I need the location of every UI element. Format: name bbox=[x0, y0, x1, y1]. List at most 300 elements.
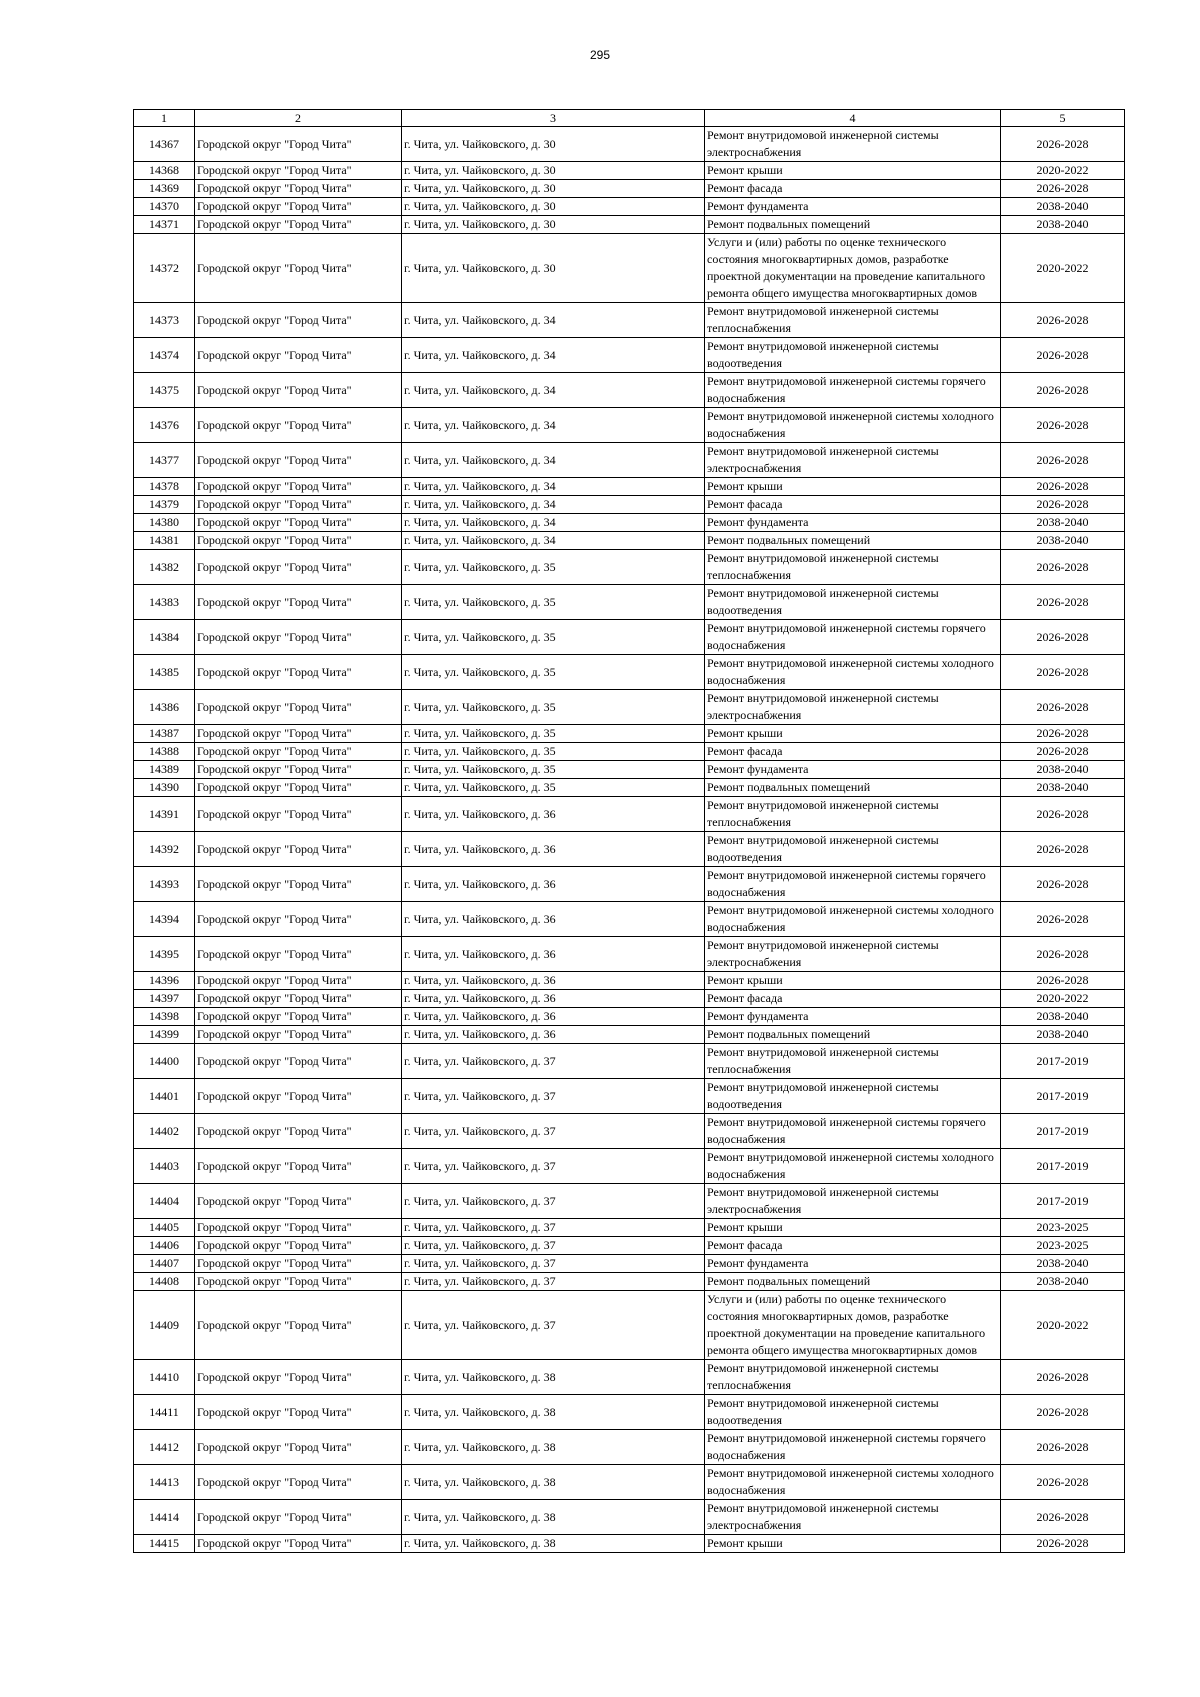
address-cell: г. Чита, ул. Чайковского, д. 36 bbox=[402, 867, 705, 902]
row-number-cell: 14397 bbox=[134, 990, 195, 1008]
table-row bbox=[134, 1026, 1125, 1044]
municipality-cell: Городской округ "Город Чита" bbox=[195, 443, 402, 478]
address-cell: г. Чита, ул. Чайковского, д. 37 bbox=[402, 1219, 705, 1237]
work-type-cell: Ремонт внутридомовой инженерной системы теплоснабжения bbox=[705, 550, 1001, 585]
municipality-cell: Городской округ "Город Чита" bbox=[195, 725, 402, 743]
municipality-cell: Городской округ "Город Чита" bbox=[195, 743, 402, 761]
row-number-cell: 14390 bbox=[134, 779, 195, 797]
column-header-2: 2 bbox=[195, 110, 402, 127]
work-type-cell: Ремонт подвальных помещений bbox=[705, 1026, 1001, 1044]
address-cell: г. Чита, ул. Чайковского, д. 36 bbox=[402, 902, 705, 937]
work-type-cell: Ремонт внутридомовой инженерной системы электроснабжения bbox=[705, 937, 1001, 972]
work-type-cell: Ремонт внутридомовой инженерной системы горячего водоснабжения bbox=[705, 1430, 1001, 1465]
municipality-cell: Городской округ "Город Чита" bbox=[195, 1291, 402, 1360]
row-number-cell: 14394 bbox=[134, 902, 195, 937]
period-cell: 2026-2028 bbox=[1001, 496, 1125, 514]
table-row bbox=[134, 990, 1125, 1008]
row-number-cell: 14401 bbox=[134, 1079, 195, 1114]
row-number-cell: 14383 bbox=[134, 585, 195, 620]
row-number-cell: 14384 bbox=[134, 620, 195, 655]
work-type-cell: Ремонт внутридомовой инженерной системы холодного водоснабжения bbox=[705, 1465, 1001, 1500]
municipality-cell: Городской округ "Город Чита" bbox=[195, 1026, 402, 1044]
row-number-cell: 14413 bbox=[134, 1465, 195, 1500]
work-type-cell: Ремонт фасада bbox=[705, 990, 1001, 1008]
column-header-4: 4 bbox=[705, 110, 1001, 127]
work-type-cell: Ремонт фундамента bbox=[705, 1008, 1001, 1026]
municipality-cell: Городской округ "Город Чита" bbox=[195, 797, 402, 832]
period-cell: 2023-2025 bbox=[1001, 1237, 1125, 1255]
period-cell: 2038-2040 bbox=[1001, 1273, 1125, 1291]
address-cell: г. Чита, ул. Чайковского, д. 37 bbox=[402, 1291, 705, 1360]
municipality-cell: Городской округ "Город Чита" bbox=[195, 779, 402, 797]
table-row bbox=[134, 797, 1125, 832]
work-type-cell: Ремонт внутридомовой инженерной системы водоотведения bbox=[705, 1079, 1001, 1114]
address-cell: г. Чита, ул. Чайковского, д. 37 bbox=[402, 1184, 705, 1219]
address-cell: г. Чита, ул. Чайковского, д. 38 bbox=[402, 1395, 705, 1430]
period-cell: 2026-2028 bbox=[1001, 937, 1125, 972]
address-cell: г. Чита, ул. Чайковского, д. 38 bbox=[402, 1500, 705, 1535]
address-cell: г. Чита, ул. Чайковского, д. 36 bbox=[402, 972, 705, 990]
row-number-cell: 14403 bbox=[134, 1149, 195, 1184]
address-cell: г. Чита, ул. Чайковского, д. 30 bbox=[402, 216, 705, 234]
data-table bbox=[133, 109, 1125, 1553]
row-number-cell: 14372 bbox=[134, 234, 195, 303]
column-header-5: 5 bbox=[1001, 110, 1125, 127]
municipality-cell: Городской округ "Город Чита" bbox=[195, 1255, 402, 1273]
work-type-cell: Ремонт подвальных помещений bbox=[705, 216, 1001, 234]
address-cell: г. Чита, ул. Чайковского, д. 30 bbox=[402, 162, 705, 180]
municipality-cell: Городской округ "Город Чита" bbox=[195, 338, 402, 373]
address-cell: г. Чита, ул. Чайковского, д. 30 bbox=[402, 198, 705, 216]
period-cell: 2026-2028 bbox=[1001, 338, 1125, 373]
address-cell: г. Чита, ул. Чайковского, д. 35 bbox=[402, 655, 705, 690]
municipality-cell: Городской округ "Город Чита" bbox=[195, 514, 402, 532]
municipality-cell: Городской округ "Город Чита" bbox=[195, 655, 402, 690]
row-number-cell: 14379 bbox=[134, 496, 195, 514]
table-row bbox=[134, 1255, 1125, 1273]
address-cell: г. Чита, ул. Чайковского, д. 36 bbox=[402, 832, 705, 867]
municipality-cell: Городской округ "Город Чита" bbox=[195, 972, 402, 990]
address-cell: г. Чита, ул. Чайковского, д. 36 bbox=[402, 1008, 705, 1026]
municipality-cell: Городской округ "Город Чита" bbox=[195, 585, 402, 620]
work-type-cell: Ремонт внутридомовой инженерной системы холодного водоснабжения bbox=[705, 408, 1001, 443]
table-row bbox=[134, 180, 1125, 198]
period-cell: 2026-2028 bbox=[1001, 550, 1125, 585]
address-cell: г. Чита, ул. Чайковского, д. 36 bbox=[402, 1026, 705, 1044]
address-cell: г. Чита, ул. Чайковского, д. 35 bbox=[402, 725, 705, 743]
address-cell: г. Чита, ул. Чайковского, д. 38 bbox=[402, 1465, 705, 1500]
column-header-3: 3 bbox=[402, 110, 705, 127]
page-number: 295 bbox=[589, 48, 611, 62]
address-cell: г. Чита, ул. Чайковского, д. 34 bbox=[402, 443, 705, 478]
municipality-cell: Городской округ "Город Чита" bbox=[195, 216, 402, 234]
work-type-cell: Ремонт внутридомовой инженерной системы холодного водоснабжения bbox=[705, 1149, 1001, 1184]
table-row bbox=[134, 1360, 1125, 1395]
period-cell: 2026-2028 bbox=[1001, 303, 1125, 338]
municipality-cell: Городской округ "Город Чита" bbox=[195, 162, 402, 180]
row-number-cell: 14409 bbox=[134, 1291, 195, 1360]
municipality-cell: Городской округ "Город Чита" bbox=[195, 1430, 402, 1465]
address-cell: г. Чита, ул. Чайковского, д. 37 bbox=[402, 1044, 705, 1079]
table-row bbox=[134, 1079, 1125, 1114]
table-row bbox=[134, 725, 1125, 743]
address-cell: г. Чита, ул. Чайковского, д. 30 bbox=[402, 180, 705, 198]
period-cell: 2026-2028 bbox=[1001, 585, 1125, 620]
address-cell: г. Чита, ул. Чайковского, д. 30 bbox=[402, 234, 705, 303]
row-number-cell: 14400 bbox=[134, 1044, 195, 1079]
municipality-cell: Городской округ "Город Чита" bbox=[195, 478, 402, 496]
row-number-cell: 14388 bbox=[134, 743, 195, 761]
row-number-cell: 14396 bbox=[134, 972, 195, 990]
work-type-cell: Ремонт внутридомовой инженерной системы горячего водоснабжения bbox=[705, 620, 1001, 655]
row-number-cell: 14375 bbox=[134, 373, 195, 408]
municipality-cell: Городской округ "Город Чита" bbox=[195, 532, 402, 550]
municipality-cell: Городской округ "Город Чита" bbox=[195, 180, 402, 198]
address-cell: г. Чита, ул. Чайковского, д. 36 bbox=[402, 797, 705, 832]
row-number-cell: 14407 bbox=[134, 1255, 195, 1273]
municipality-cell: Городской округ "Город Чита" bbox=[195, 1237, 402, 1255]
period-cell: 2026-2028 bbox=[1001, 902, 1125, 937]
period-cell: 2020-2022 bbox=[1001, 1291, 1125, 1360]
municipality-cell: Городской округ "Город Чита" bbox=[195, 198, 402, 216]
work-type-cell: Ремонт подвальных помещений bbox=[705, 532, 1001, 550]
address-cell: г. Чита, ул. Чайковского, д. 35 bbox=[402, 779, 705, 797]
table-body bbox=[134, 127, 1125, 1553]
table-row bbox=[134, 1465, 1125, 1500]
period-cell: 2026-2028 bbox=[1001, 725, 1125, 743]
address-cell: г. Чита, ул. Чайковского, д. 37 bbox=[402, 1079, 705, 1114]
period-cell: 2020-2022 bbox=[1001, 162, 1125, 180]
work-type-cell: Ремонт внутридомовой инженерной системы теплоснабжения bbox=[705, 1360, 1001, 1395]
row-number-cell: 14414 bbox=[134, 1500, 195, 1535]
work-type-cell: Ремонт внутридомовой инженерной системы горячего водоснабжения bbox=[705, 373, 1001, 408]
row-number-cell: 14373 bbox=[134, 303, 195, 338]
row-number-cell: 14405 bbox=[134, 1219, 195, 1237]
municipality-cell: Городской округ "Город Чита" bbox=[195, 496, 402, 514]
period-cell: 2038-2040 bbox=[1001, 532, 1125, 550]
row-number-cell: 14378 bbox=[134, 478, 195, 496]
work-type-cell: Ремонт внутридомовой инженерной системы горячего водоснабжения bbox=[705, 867, 1001, 902]
period-cell: 2020-2022 bbox=[1001, 234, 1125, 303]
table-row bbox=[134, 1114, 1125, 1149]
municipality-cell: Городской округ "Город Чита" bbox=[195, 373, 402, 408]
table-row bbox=[134, 550, 1125, 585]
period-cell: 2026-2028 bbox=[1001, 972, 1125, 990]
municipality-cell: Городской округ "Город Чита" bbox=[195, 1114, 402, 1149]
work-type-cell: Ремонт внутридомовой инженерной системы холодного водоснабжения bbox=[705, 902, 1001, 937]
table-row bbox=[134, 514, 1125, 532]
address-cell: г. Чита, ул. Чайковского, д. 34 bbox=[402, 478, 705, 496]
table-row bbox=[134, 1237, 1125, 1255]
municipality-cell: Городской округ "Город Чита" bbox=[195, 1079, 402, 1114]
municipality-cell: Городской округ "Город Чита" bbox=[195, 1149, 402, 1184]
work-type-cell: Ремонт фасада bbox=[705, 743, 1001, 761]
address-cell: г. Чита, ул. Чайковского, д. 30 bbox=[402, 127, 705, 162]
row-number-cell: 14374 bbox=[134, 338, 195, 373]
row-number-cell: 14402 bbox=[134, 1114, 195, 1149]
period-cell: 2026-2028 bbox=[1001, 690, 1125, 725]
row-number-cell: 14395 bbox=[134, 937, 195, 972]
work-type-cell: Услуги и (или) работы по оценке технического состояния многоквартирных домов, разработке проектной документации на проведение капитального ремонта общего имущества многоквартирных домов bbox=[705, 1291, 1001, 1360]
work-type-cell: Ремонт внутридомовой инженерной системы теплоснабжения bbox=[705, 303, 1001, 338]
address-cell: г. Чита, ул. Чайковского, д. 34 bbox=[402, 338, 705, 373]
table-row bbox=[134, 1149, 1125, 1184]
row-number-cell: 14380 bbox=[134, 514, 195, 532]
address-cell: г. Чита, ул. Чайковского, д. 34 bbox=[402, 373, 705, 408]
municipality-cell: Городской округ "Город Чита" bbox=[195, 902, 402, 937]
period-cell: 2038-2040 bbox=[1001, 1026, 1125, 1044]
work-type-cell: Ремонт внутридомовой инженерной системы электроснабжения bbox=[705, 690, 1001, 725]
address-cell: г. Чита, ул. Чайковского, д. 37 bbox=[402, 1114, 705, 1149]
address-cell: г. Чита, ул. Чайковского, д. 35 bbox=[402, 585, 705, 620]
table-row bbox=[134, 832, 1125, 867]
table-row bbox=[134, 779, 1125, 797]
municipality-cell: Городской округ "Город Чита" bbox=[195, 303, 402, 338]
period-cell: 2017-2019 bbox=[1001, 1149, 1125, 1184]
period-cell: 2017-2019 bbox=[1001, 1114, 1125, 1149]
table-row bbox=[134, 690, 1125, 725]
period-cell: 2038-2040 bbox=[1001, 761, 1125, 779]
address-cell: г. Чита, ул. Чайковского, д. 37 bbox=[402, 1255, 705, 1273]
municipality-cell: Городской округ "Город Чита" bbox=[195, 1395, 402, 1430]
work-type-cell: Ремонт фасада bbox=[705, 1237, 1001, 1255]
table-row bbox=[134, 216, 1125, 234]
table-row bbox=[134, 338, 1125, 373]
row-number-cell: 14404 bbox=[134, 1184, 195, 1219]
row-number-cell: 14371 bbox=[134, 216, 195, 234]
table-row bbox=[134, 162, 1125, 180]
work-type-cell: Ремонт крыши bbox=[705, 725, 1001, 743]
work-type-cell: Ремонт внутридомовой инженерной системы теплоснабжения bbox=[705, 1044, 1001, 1079]
municipality-cell: Городской округ "Город Чита" bbox=[195, 937, 402, 972]
municipality-cell: Городской округ "Город Чита" bbox=[195, 867, 402, 902]
municipality-cell: Городской округ "Город Чита" bbox=[195, 620, 402, 655]
work-type-cell: Ремонт внутридомовой инженерной системы электроснабжения bbox=[705, 127, 1001, 162]
table-row bbox=[134, 443, 1125, 478]
table-row bbox=[134, 867, 1125, 902]
row-number-cell: 14387 bbox=[134, 725, 195, 743]
table-row bbox=[134, 1184, 1125, 1219]
period-cell: 2026-2028 bbox=[1001, 1360, 1125, 1395]
municipality-cell: Городской округ "Город Чита" bbox=[195, 408, 402, 443]
row-number-cell: 14376 bbox=[134, 408, 195, 443]
address-cell: г. Чита, ул. Чайковского, д. 34 bbox=[402, 408, 705, 443]
period-cell: 2026-2028 bbox=[1001, 832, 1125, 867]
municipality-cell: Городской округ "Город Чита" bbox=[195, 234, 402, 303]
row-number-cell: 14391 bbox=[134, 797, 195, 832]
period-cell: 2017-2019 bbox=[1001, 1044, 1125, 1079]
period-cell: 2026-2028 bbox=[1001, 443, 1125, 478]
address-cell: г. Чита, ул. Чайковского, д. 34 bbox=[402, 532, 705, 550]
period-cell: 2026-2028 bbox=[1001, 620, 1125, 655]
municipality-cell: Городской округ "Город Чита" bbox=[195, 1044, 402, 1079]
work-type-cell: Ремонт внутридомовой инженерной системы теплоснабжения bbox=[705, 797, 1001, 832]
work-type-cell: Ремонт крыши bbox=[705, 972, 1001, 990]
row-number-cell: 14369 bbox=[134, 180, 195, 198]
period-cell: 2038-2040 bbox=[1001, 779, 1125, 797]
row-number-cell: 14393 bbox=[134, 867, 195, 902]
work-type-cell: Ремонт внутридомовой инженерной системы водоотведения bbox=[705, 1395, 1001, 1430]
row-number-cell: 14377 bbox=[134, 443, 195, 478]
period-cell: 2026-2028 bbox=[1001, 655, 1125, 690]
period-cell: 2026-2028 bbox=[1001, 373, 1125, 408]
period-cell: 2026-2028 bbox=[1001, 797, 1125, 832]
address-cell: г. Чита, ул. Чайковского, д. 38 bbox=[402, 1535, 705, 1553]
address-cell: г. Чита, ул. Чайковского, д. 38 bbox=[402, 1430, 705, 1465]
municipality-cell: Городской округ "Город Чита" bbox=[195, 127, 402, 162]
period-cell: 2026-2028 bbox=[1001, 1500, 1125, 1535]
work-type-cell: Ремонт внутридомовой инженерной системы водоотведения bbox=[705, 585, 1001, 620]
period-cell: 2026-2028 bbox=[1001, 1395, 1125, 1430]
row-number-cell: 14415 bbox=[134, 1535, 195, 1553]
work-type-cell: Ремонт фундамента bbox=[705, 1255, 1001, 1273]
table-row bbox=[134, 1219, 1125, 1237]
table-row bbox=[134, 1008, 1125, 1026]
period-cell: 2038-2040 bbox=[1001, 514, 1125, 532]
municipality-cell: Городской округ "Город Чита" bbox=[195, 1273, 402, 1291]
work-type-cell: Ремонт внутридомовой инженерной системы водоотведения bbox=[705, 338, 1001, 373]
table-row bbox=[134, 972, 1125, 990]
header-row bbox=[134, 110, 1125, 127]
period-cell: 2026-2028 bbox=[1001, 1465, 1125, 1500]
table-row bbox=[134, 585, 1125, 620]
table-row bbox=[134, 1500, 1125, 1535]
address-cell: г. Чита, ул. Чайковского, д. 36 bbox=[402, 937, 705, 972]
table-row bbox=[134, 478, 1125, 496]
address-cell: г. Чита, ул. Чайковского, д. 37 bbox=[402, 1149, 705, 1184]
table-row bbox=[134, 373, 1125, 408]
period-cell: 2026-2028 bbox=[1001, 743, 1125, 761]
work-type-cell: Ремонт внутридомовой инженерной системы электроснабжения bbox=[705, 443, 1001, 478]
work-type-cell: Ремонт фундамента bbox=[705, 514, 1001, 532]
work-type-cell: Ремонт внутридомовой инженерной системы электроснабжения bbox=[705, 1184, 1001, 1219]
work-type-cell: Услуги и (или) работы по оценке технического состояния многоквартирных домов, разработке проектной документации на проведение капитального ремонта общего имущества многоквартирных домов bbox=[705, 234, 1001, 303]
municipality-cell: Городской округ "Город Чита" bbox=[195, 1535, 402, 1553]
table-row bbox=[134, 532, 1125, 550]
row-number-cell: 14368 bbox=[134, 162, 195, 180]
period-cell: 2026-2028 bbox=[1001, 127, 1125, 162]
column-header-1: 1 bbox=[134, 110, 195, 127]
table-row bbox=[134, 1535, 1125, 1553]
address-cell: г. Чита, ул. Чайковского, д. 35 bbox=[402, 550, 705, 585]
period-cell: 2026-2028 bbox=[1001, 1535, 1125, 1553]
row-number-cell: 14385 bbox=[134, 655, 195, 690]
municipality-cell: Городской округ "Город Чита" bbox=[195, 1465, 402, 1500]
address-cell: г. Чита, ул. Чайковского, д. 34 bbox=[402, 303, 705, 338]
address-cell: г. Чита, ул. Чайковского, д. 37 bbox=[402, 1237, 705, 1255]
work-type-cell: Ремонт подвальных помещений bbox=[705, 1273, 1001, 1291]
municipality-cell: Городской округ "Город Чита" bbox=[195, 1184, 402, 1219]
period-cell: 2038-2040 bbox=[1001, 1008, 1125, 1026]
address-cell: г. Чита, ул. Чайковского, д. 34 bbox=[402, 514, 705, 532]
row-number-cell: 14386 bbox=[134, 690, 195, 725]
municipality-cell: Городской округ "Город Чита" bbox=[195, 990, 402, 1008]
period-cell: 2026-2028 bbox=[1001, 867, 1125, 902]
table-row bbox=[134, 408, 1125, 443]
address-cell: г. Чита, ул. Чайковского, д. 34 bbox=[402, 496, 705, 514]
table-row bbox=[134, 303, 1125, 338]
period-cell: 2017-2019 bbox=[1001, 1079, 1125, 1114]
work-type-cell: Ремонт крыши bbox=[705, 1535, 1001, 1553]
municipality-cell: Городской округ "Город Чита" bbox=[195, 761, 402, 779]
table-row bbox=[134, 1044, 1125, 1079]
period-cell: 2023-2025 bbox=[1001, 1219, 1125, 1237]
municipality-cell: Городской округ "Город Чита" bbox=[195, 1219, 402, 1237]
address-cell: г. Чита, ул. Чайковского, д. 35 bbox=[402, 620, 705, 655]
period-cell: 2038-2040 bbox=[1001, 198, 1125, 216]
period-cell: 2026-2028 bbox=[1001, 1430, 1125, 1465]
address-cell: г. Чита, ул. Чайковского, д. 37 bbox=[402, 1273, 705, 1291]
row-number-cell: 14411 bbox=[134, 1395, 195, 1430]
table-row bbox=[134, 1273, 1125, 1291]
table-row bbox=[134, 620, 1125, 655]
address-cell: г. Чита, ул. Чайковского, д. 35 bbox=[402, 743, 705, 761]
work-type-cell: Ремонт подвальных помещений bbox=[705, 779, 1001, 797]
row-number-cell: 14392 bbox=[134, 832, 195, 867]
municipality-cell: Городской округ "Город Чита" bbox=[195, 832, 402, 867]
work-type-cell: Ремонт внутридомовой инженерной системы холодного водоснабжения bbox=[705, 655, 1001, 690]
row-number-cell: 14410 bbox=[134, 1360, 195, 1395]
row-number-cell: 14367 bbox=[134, 127, 195, 162]
period-cell: 2038-2040 bbox=[1001, 1255, 1125, 1273]
period-cell: 2026-2028 bbox=[1001, 478, 1125, 496]
table-row bbox=[134, 1430, 1125, 1465]
row-number-cell: 14406 bbox=[134, 1237, 195, 1255]
work-type-cell: Ремонт крыши bbox=[705, 162, 1001, 180]
municipality-cell: Городской округ "Город Чита" bbox=[195, 1008, 402, 1026]
address-cell: г. Чита, ул. Чайковского, д. 38 bbox=[402, 1360, 705, 1395]
table-row bbox=[134, 234, 1125, 303]
period-cell: 2038-2040 bbox=[1001, 216, 1125, 234]
period-cell: 2020-2022 bbox=[1001, 990, 1125, 1008]
work-type-cell: Ремонт внутридомовой инженерной системы водоотведения bbox=[705, 832, 1001, 867]
row-number-cell: 14398 bbox=[134, 1008, 195, 1026]
work-type-cell: Ремонт фундамента bbox=[705, 761, 1001, 779]
municipality-cell: Городской округ "Город Чита" bbox=[195, 690, 402, 725]
table-row bbox=[134, 761, 1125, 779]
work-type-cell: Ремонт крыши bbox=[705, 1219, 1001, 1237]
municipality-cell: Городской округ "Город Чита" bbox=[195, 550, 402, 585]
row-number-cell: 14382 bbox=[134, 550, 195, 585]
period-cell: 2026-2028 bbox=[1001, 180, 1125, 198]
work-type-cell: Ремонт внутридомовой инженерной системы электроснабжения bbox=[705, 1500, 1001, 1535]
address-cell: г. Чита, ул. Чайковского, д. 35 bbox=[402, 690, 705, 725]
row-number-cell: 14381 bbox=[134, 532, 195, 550]
row-number-cell: 14399 bbox=[134, 1026, 195, 1044]
table-row bbox=[134, 127, 1125, 162]
address-cell: г. Чита, ул. Чайковского, д. 36 bbox=[402, 990, 705, 1008]
work-type-cell: Ремонт фасада bbox=[705, 180, 1001, 198]
address-cell: г. Чита, ул. Чайковского, д. 35 bbox=[402, 761, 705, 779]
table-row bbox=[134, 655, 1125, 690]
municipality-cell: Городской округ "Город Чита" bbox=[195, 1360, 402, 1395]
table-row bbox=[134, 1291, 1125, 1360]
municipality-cell: Городской округ "Город Чита" bbox=[195, 1500, 402, 1535]
table-row bbox=[134, 937, 1125, 972]
table-row bbox=[134, 496, 1125, 514]
work-type-cell: Ремонт внутридомовой инженерной системы горячего водоснабжения bbox=[705, 1114, 1001, 1149]
work-type-cell: Ремонт фундамента bbox=[705, 198, 1001, 216]
period-cell: 2026-2028 bbox=[1001, 408, 1125, 443]
row-number-cell: 14408 bbox=[134, 1273, 195, 1291]
work-type-cell: Ремонт крыши bbox=[705, 478, 1001, 496]
table-header bbox=[134, 110, 1125, 127]
table-row bbox=[134, 1395, 1125, 1430]
table-row bbox=[134, 902, 1125, 937]
period-cell: 2017-2019 bbox=[1001, 1184, 1125, 1219]
row-number-cell: 14412 bbox=[134, 1430, 195, 1465]
row-number-cell: 14370 bbox=[134, 198, 195, 216]
